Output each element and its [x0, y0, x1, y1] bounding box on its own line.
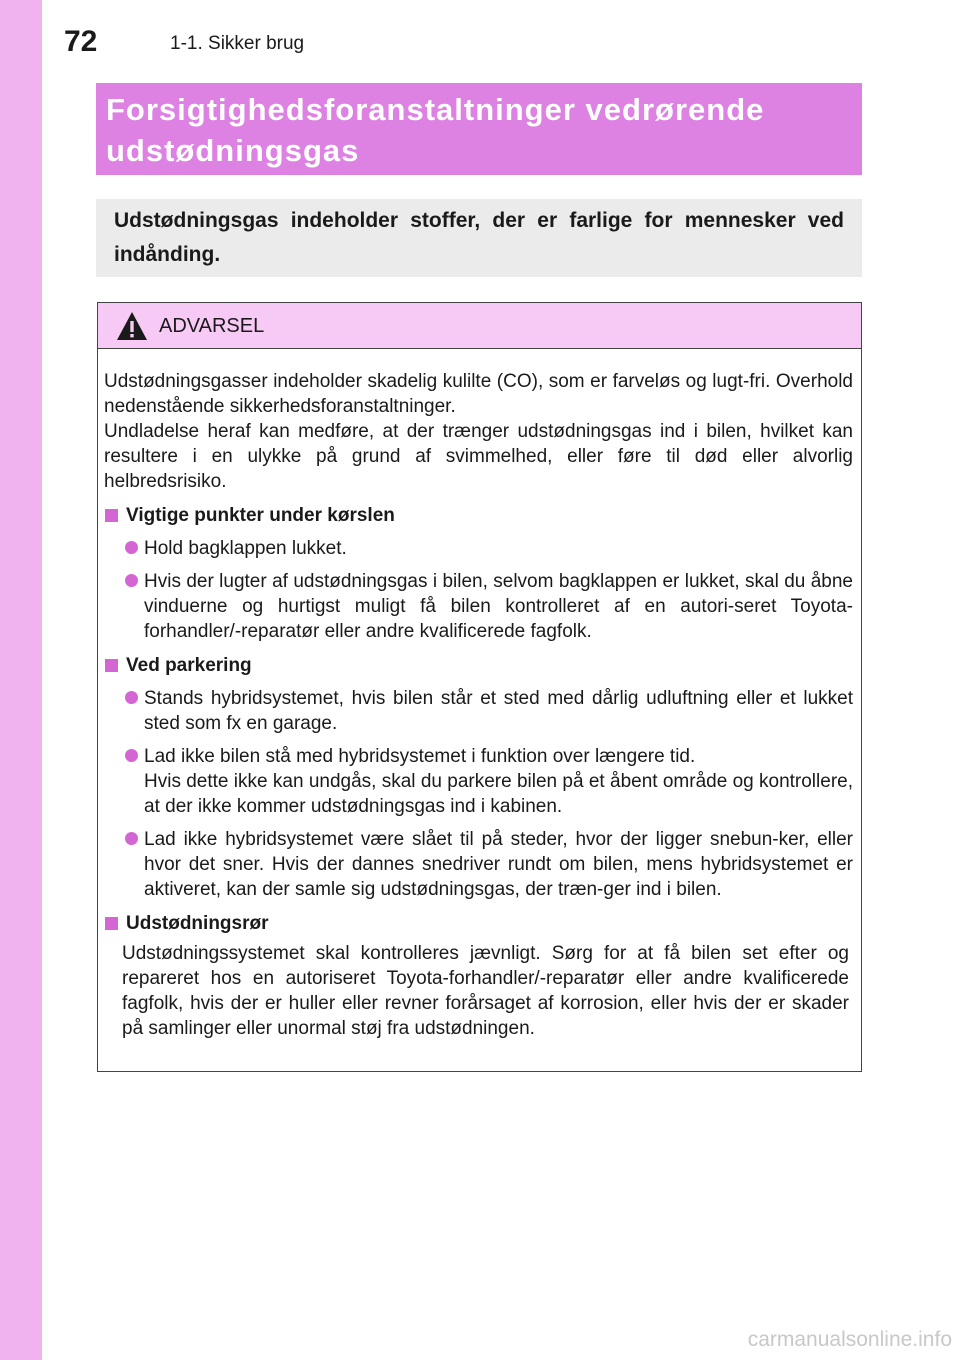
list-item	[104, 536, 853, 561]
warning-intro-1: Udstødningsgasser indeholder skadelig kulilte (CO), som er farveløs og lugt-fri. Overhold nedenstående sikkerhedsforanstaltninger.	[104, 371, 853, 417]
list-item-text: Lad ikke hybridsystemet være slået til på steder, hvor der ligger snebun-ker, eller hvor det sner. Hvis der dannes snedriver rundt om bilen, mens hybridsystemet er aktiveret, kan der samle sig udstødningsgas, der træn-ger ind i bilen.	[144, 829, 853, 900]
list-item-text: Lad ikke bilen stå med hybridsystemet i funktion over længere tid.	[144, 746, 696, 767]
section-heading-driving	[104, 503, 853, 528]
side-color-strip	[0, 0, 42, 1360]
warning-label: ADVARSEL	[159, 315, 265, 337]
section-heading-exhaust	[104, 911, 853, 936]
section-text: Udstødningssystemet skal kontrolleres jævnligt. Sørg for at få bilen set efter og repareret hos en autoriseret Toyota-forhandler/-reparatør eller andre kvalificerede fagfolk, hvis der er huller eller revner forårsaget af korrosion, eller hvis der er skader på samlinger eller unormal støj fra udstødningen.	[122, 943, 849, 1039]
warning-intro-2: Undladelse heraf kan medføre, at der trænger udstødningsgas ind i bilen, hvilket kan resultere i en ulykke på grund af svimmelhed, eller føre til død eller alvorlig helbredsrisiko.	[104, 421, 853, 492]
section-heading-text: Vigtige punkter under kørslen	[126, 505, 395, 526]
round-bullet-icon	[125, 749, 138, 762]
section-heading-text: Ved parkering	[126, 655, 252, 676]
page-number: 72	[64, 25, 98, 58]
watermark: carmanualsonline.info	[747, 1328, 952, 1351]
round-bullet-icon	[125, 541, 138, 554]
warning-triangle-icon	[116, 311, 148, 341]
section-title: Forsigtighedsforanstaltninger vedrørende udstødningsgas	[96, 83, 862, 175]
square-bullet-icon	[105, 917, 118, 930]
warning-body	[98, 349, 861, 1041]
chapter-title: 1-1. Sikker brug	[170, 33, 305, 54]
list-item-continuation: Hvis dette ikke kan undgås, skal du parkere bilen på et åbent område og kontrollere, at der ikke kommer udstødningsgas ind i kabinen.	[144, 771, 853, 817]
list-item	[104, 569, 853, 644]
section-heading-text: Udstødningsrør	[126, 913, 269, 934]
round-bullet-icon	[125, 832, 138, 845]
warning-header	[98, 303, 861, 349]
warning-box	[97, 302, 862, 1072]
list-item-text: Hvis der lugter af udstødningsgas i bilen, selvom bagklappen er lukket, skal du åbne vinduerne og hurtigst muligt få bilen kontrolleret af en autori-seret Toyota-forhandler/-reparatør eller andre kvalificerede fagfolk.	[144, 571, 853, 642]
round-bullet-icon	[125, 691, 138, 704]
square-bullet-icon	[105, 659, 118, 672]
square-bullet-icon	[105, 509, 118, 522]
section-heading-parking	[104, 653, 853, 678]
list-item	[104, 686, 853, 736]
list-item	[104, 827, 853, 902]
list-item	[104, 744, 853, 819]
intro-summary: Udstødningsgas indeholder stoffer, der er farlige for mennesker ved indånding.	[96, 199, 862, 277]
round-bullet-icon	[125, 574, 138, 587]
list-item-text: Stands hybridsystemet, hvis bilen står et sted med dårlig udluftning eller et lukket sted som fx en garage.	[144, 688, 853, 734]
list-item-text: Hold bagklappen lukket.	[144, 538, 347, 559]
